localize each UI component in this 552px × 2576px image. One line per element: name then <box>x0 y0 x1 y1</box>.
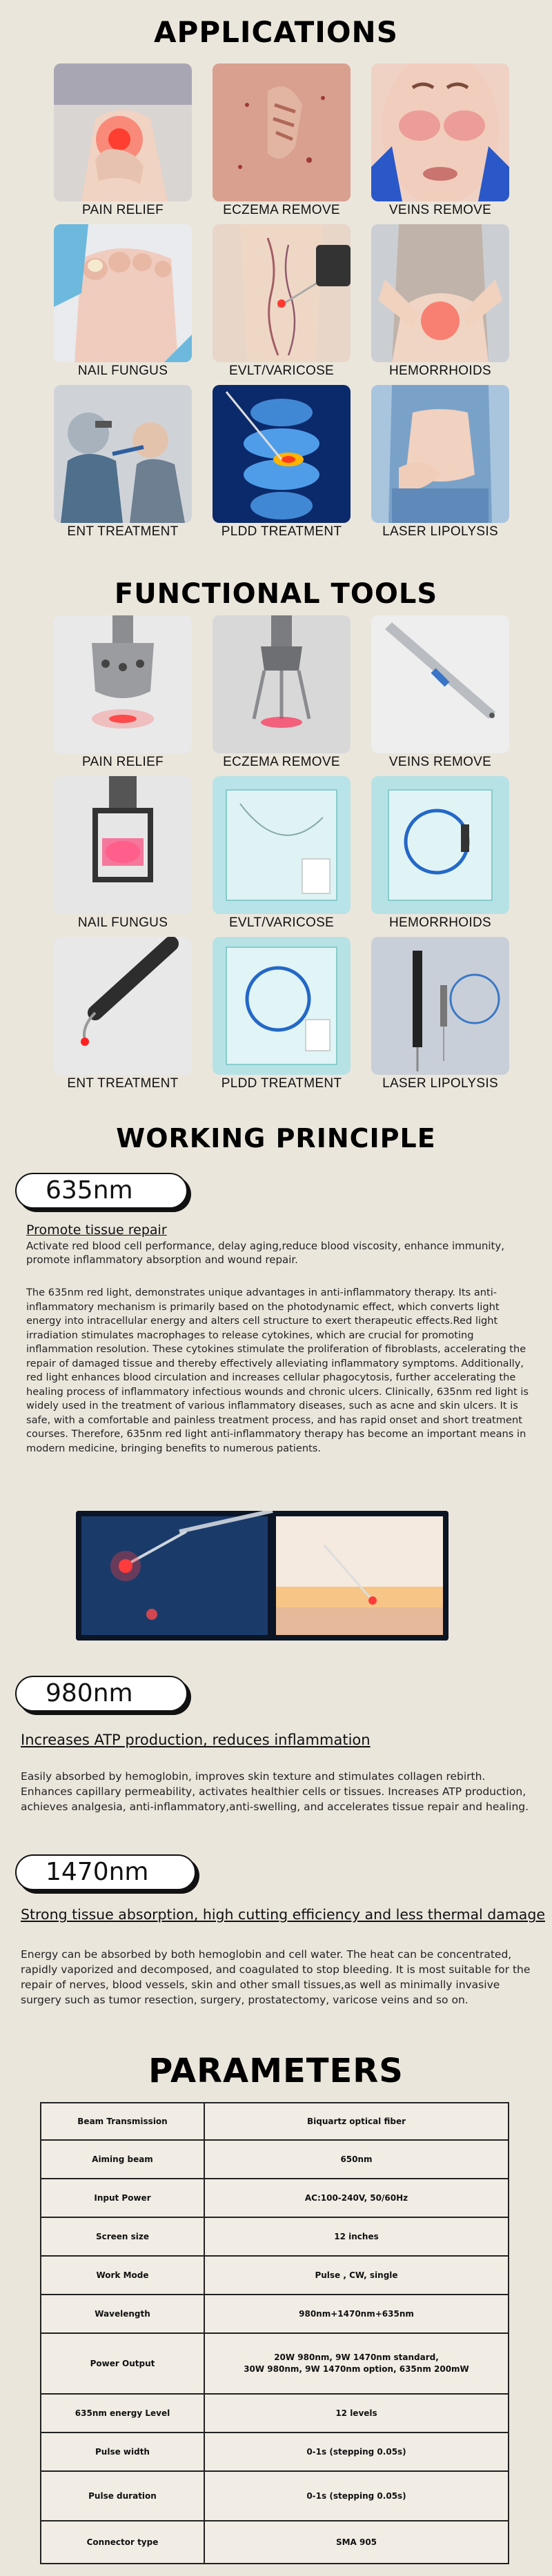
w1470-body: Energy can be absorbed by both hemoglobin and cell water. The heat can be concentrated, rapidly vaporized and decomposed, and coagulated to stop bleeding. It is most suitable for the repair of nerves, blood vessels, skin and other small tissues,as well as minimally invasive surgery such as tumor resection, surgery, prostatectomy, varicose veins and so on. <box>21 1948 531 2006</box>
eczema-photo <box>213 63 351 201</box>
w635-body: The 635nm red light, demonstrates unique advantages in anti-inflammatory therapy. Its anti-inflammatory mechanism is primarily based on the photodynamic effect, which converts light energy into intracellular energy and alters cell structure to exert therapeutic effects.Red light irradiation stimulates macrophages to release cytokines, which are crucial for promoting inflammation resolution. These cytokines stimulate the proliferation of fibroblasts, accelerating the repair of damaged tissue and thereby effectively alleviating inflammatory symptoms. Additionally, red light enhances blood circulation and increases cellular phagocytosis, further accelerating the healing process of inflammatory infectious wounds and chronic ulcers. Clinically, 635nm red light is widely used in the treatment of various inflammatory diseases, such as acne and skin ulcers. It is safe, with a comfortable and painless treatment process, and has rapid onset and short treatment courses. Therefore, 635nm red light anti-inflammatory therapy has become an important means in modern medicine, bringing benefits to numerous patients. <box>26 1287 529 1454</box>
param-key: Aiming beam <box>41 2140 204 2179</box>
param-value: 980nm+1470nm+635nm <box>204 2295 509 2333</box>
fiber-coil-photo <box>371 776 509 914</box>
w635-subhead: Promote tissue repair <box>26 1222 167 1238</box>
param-key: Input Power <box>41 2179 204 2217</box>
param-value: 0-1s (stepping 0.05s) <box>204 2471 509 2521</box>
caption: PAIN RELIEF <box>81 203 164 217</box>
knee-pain-photo <box>54 63 192 201</box>
table-row <box>41 2394 509 2433</box>
table-row <box>41 2179 509 2217</box>
tool-evlt-varicose <box>213 776 351 937</box>
w1470-subhead: Strong tissue absorption, high cutting efficiency and less thermal damage <box>21 1906 545 1923</box>
caption: PLDD TREATMENT <box>221 1076 342 1091</box>
param-value: 12 levels <box>204 2394 509 2433</box>
param-value: 12 inches <box>204 2217 509 2256</box>
table-row <box>41 2333 509 2394</box>
param-key: Power Output <box>41 2333 204 2394</box>
handpiece-ent-photo <box>54 937 192 1075</box>
caption: PAIN RELIEF <box>81 755 164 769</box>
application-nail-fungus <box>54 224 192 385</box>
caption: HEMORRHOIDS <box>389 915 491 930</box>
caption: NAIL FUNGUS <box>77 915 168 930</box>
parameters-table <box>40 2102 509 2564</box>
w980-subhead: Increases ATP production, reduces inflammation <box>21 1732 371 1748</box>
cannula-set-photo <box>371 937 509 1075</box>
tool-pldd-treatment <box>213 937 351 1098</box>
handpiece-dome-photo <box>54 615 192 753</box>
param-key: Beam Transmission <box>41 2103 204 2140</box>
application-hemorrhoids <box>371 224 509 385</box>
wavelength-635-badge: 635nm <box>15 1173 188 1209</box>
table-row <box>41 2256 509 2295</box>
handpiece-cone-photo <box>213 615 351 753</box>
table-row <box>41 2103 509 2140</box>
param-key: Wavelength <box>41 2295 204 2333</box>
tool-nail-fungus <box>54 776 192 937</box>
caption: PLDD TREATMENT <box>221 524 342 539</box>
param-value: 650nm <box>204 2140 509 2179</box>
caption: ENT TREATMENT <box>67 1076 179 1091</box>
application-veins-remove <box>371 63 509 224</box>
param-key: Screen size <box>41 2217 204 2256</box>
param-key: Work Mode <box>41 2256 204 2295</box>
caption: ENT TREATMENT <box>67 524 179 539</box>
caption: EVLT/VARICOSE <box>228 364 335 378</box>
param-value: AC:100-240V, 50/60Hz <box>204 2179 509 2217</box>
param-value: SMA 905 <box>204 2521 509 2564</box>
tools-grid <box>54 615 509 1098</box>
application-ent-treatment <box>54 385 192 546</box>
fiber-pack-photo <box>213 776 351 914</box>
table-row <box>41 2295 509 2333</box>
spine-xray-photo <box>213 385 351 523</box>
caption: EVLT/VARICOSE <box>228 915 335 930</box>
param-value: Biquartz optical fiber <box>204 2103 509 2140</box>
caption: LASER LIPOLYSIS <box>382 524 498 539</box>
tool-ent-treatment <box>54 937 192 1098</box>
table-row <box>41 2217 509 2256</box>
face-veins-photo <box>371 63 509 201</box>
laser-fiber-illustration <box>76 1511 448 1641</box>
table-row <box>41 2433 509 2471</box>
tool-veins-remove <box>371 615 509 776</box>
caption: VEINS REMOVE <box>388 755 492 769</box>
param-key: 635nm energy Level <box>41 2394 204 2433</box>
toenail-photo <box>54 224 192 362</box>
table-row <box>41 2471 509 2521</box>
tool-eczema-remove <box>213 615 351 776</box>
handpiece-cage-photo <box>54 776 192 914</box>
caption: LASER LIPOLYSIS <box>382 1076 498 1091</box>
caption: ECZEMA REMOVE <box>223 203 340 217</box>
application-pldd-treatment <box>213 385 351 546</box>
w980-body: Easily absorbed by hemoglobin, improves skin texture and stimulates collagen rebirth. Enhances capillary permeability, activates healthier cells or tissues. Increases ATP production, achieves analgesia, anti-inflammatory,anti-swelling, and accelerates tissue repair and healing. <box>21 1770 529 1813</box>
caption: VEINS REMOVE <box>388 203 492 217</box>
abdomen-photo <box>371 385 509 523</box>
param-value: Pulse , CW, single <box>204 2256 509 2295</box>
param-key: Pulse width <box>41 2433 204 2471</box>
leg-veins-photo <box>213 224 351 362</box>
tool-laser-lipolysis <box>371 937 509 1098</box>
applications-title: APPLICATIONS <box>154 15 398 49</box>
handpiece-pen-photo <box>371 615 509 753</box>
table-row <box>41 2521 509 2564</box>
param-key: Connector type <box>41 2521 204 2564</box>
tool-hemorrhoids <box>371 776 509 937</box>
application-evlt-varicose <box>213 224 351 385</box>
caption: ECZEMA REMOVE <box>223 755 340 769</box>
hips-pain-photo <box>371 224 509 362</box>
param-value: 0-1s (stepping 0.05s) <box>204 2433 509 2471</box>
wavelength-1470-badge: 1470nm <box>15 1854 196 1890</box>
w635-intro: Activate red blood cell performance, delay aging,reduce blood viscosity, enhance immunity, promote inflammatory absorption and wound repair. <box>26 1240 505 1266</box>
wavelength-980-badge: 980nm <box>15 1676 188 1712</box>
application-laser-lipolysis <box>371 385 509 546</box>
working-principle-title: WORKING PRINCIPLE <box>116 1123 436 1153</box>
table-row <box>41 2140 509 2179</box>
parameters-title: PARAMETERS <box>148 2052 404 2090</box>
fiber-pack-blue-photo <box>213 937 351 1075</box>
param-key: Pulse duration <box>41 2471 204 2521</box>
applications-grid <box>54 63 509 546</box>
caption: HEMORRHOIDS <box>389 364 491 378</box>
caption: NAIL FUNGUS <box>77 364 168 378</box>
application-eczema-remove <box>213 63 351 224</box>
ent-exam-photo <box>54 385 192 523</box>
tool-pain-relief <box>54 615 192 776</box>
param-value: 20W 980nm, 9W 1470nm standard, 30W 980nm, 9W 1470nm option, 635nm 200mW <box>204 2333 509 2394</box>
application-pain-relief <box>54 63 192 224</box>
tools-title: FUNCTIONAL TOOLS <box>114 578 438 610</box>
